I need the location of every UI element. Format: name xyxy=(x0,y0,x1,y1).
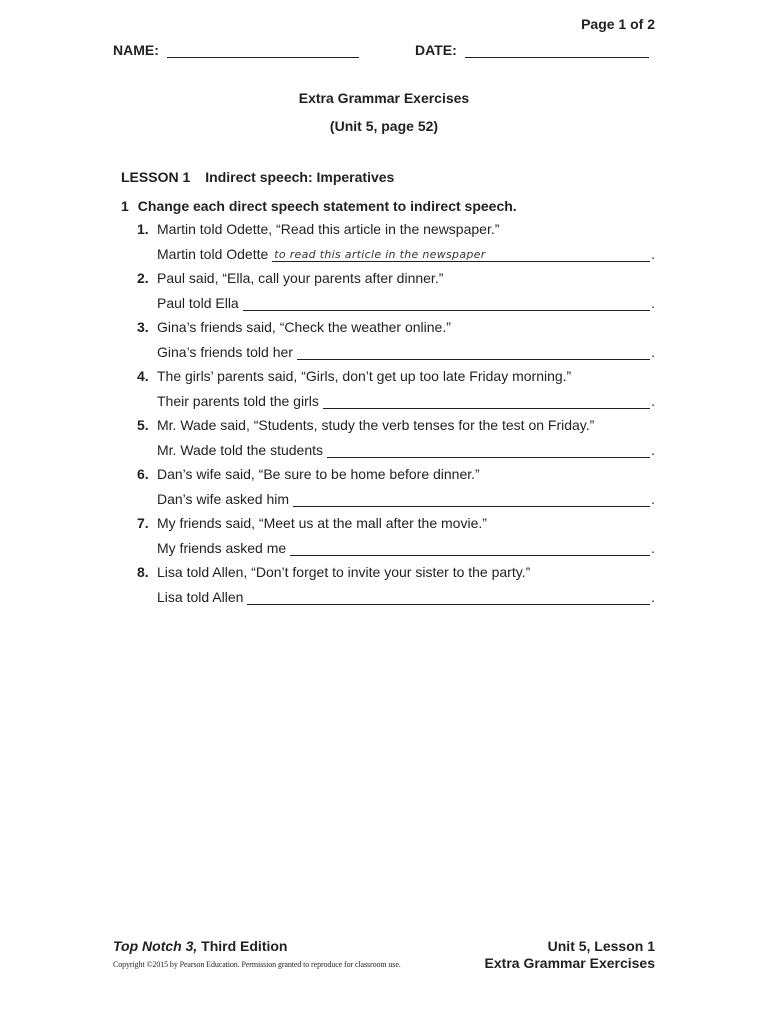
item-number: 8. xyxy=(137,564,149,580)
answer-blank[interactable] xyxy=(272,246,650,262)
item-answer-row xyxy=(157,393,655,409)
item-direct-speech: Mr. Wade said, “Students, study the verb tenses for the test on Friday.” xyxy=(157,417,595,433)
item-number: 2. xyxy=(137,270,149,286)
item-prompt xyxy=(137,368,571,384)
exercise-item xyxy=(0,221,768,270)
exercise-number: 1 xyxy=(121,198,129,214)
item-prompt xyxy=(137,319,451,335)
answer-blank[interactable] xyxy=(327,442,650,458)
item-number: 6. xyxy=(137,466,149,482)
item-answer-row xyxy=(157,295,655,311)
item-answer-row xyxy=(157,246,655,262)
item-direct-speech: Gina’s friends said, “Check the weather online.” xyxy=(157,319,451,335)
item-number: 3. xyxy=(137,319,149,335)
item-answer-stem: My friends asked me xyxy=(157,540,287,556)
book-title: Top Notch 3, xyxy=(113,938,198,954)
item-number: 7. xyxy=(137,515,149,531)
answer-blank[interactable] xyxy=(323,393,650,409)
book-edition: Third Edition xyxy=(197,938,288,954)
item-answer-row xyxy=(157,540,655,556)
worksheet-subtitle: (Unit 5, page 52) xyxy=(329,118,439,134)
item-answer-row xyxy=(157,344,655,360)
item-answer-row xyxy=(157,491,655,507)
page-number: Page 1 of 2 xyxy=(581,16,655,32)
copyright-notice: Copyright ©2015 by Pearson Education. Permission granted to reproduce for classroom use. xyxy=(113,960,401,969)
item-number: 4. xyxy=(137,368,149,384)
item-direct-speech: My friends said, “Meet us at the mall after the movie.” xyxy=(157,515,487,531)
item-period: . xyxy=(651,393,655,409)
item-period: . xyxy=(651,295,655,311)
name-field xyxy=(113,42,359,58)
worksheet-title: Extra Grammar Exercises xyxy=(298,90,470,106)
lesson-label: LESSON 1 xyxy=(121,169,191,185)
item-prompt xyxy=(137,417,594,433)
exercise-item xyxy=(0,515,768,564)
item-direct-speech: Lisa told Allen, “Don’t forget to invite your sister to the party.” xyxy=(157,564,531,580)
answer-blank[interactable] xyxy=(293,491,650,507)
item-answer-stem: Paul told Ella xyxy=(157,295,239,311)
item-period: . xyxy=(651,540,655,556)
date-field xyxy=(415,42,649,58)
item-direct-speech: Martin told Odette, “Read this article in the newspaper.” xyxy=(157,221,500,237)
section-label: Extra Grammar Exercises xyxy=(484,955,655,971)
exercise-item xyxy=(0,417,768,466)
item-prompt xyxy=(137,270,443,286)
instruction-text: Change each direct speech statement to indirect speech. xyxy=(137,198,517,214)
item-period: . xyxy=(651,589,655,605)
item-prompt xyxy=(137,466,480,482)
answer-blank[interactable] xyxy=(243,295,650,311)
name-label: NAME: xyxy=(113,42,159,58)
answer-blank[interactable] xyxy=(247,589,650,605)
item-prompt xyxy=(137,564,530,580)
item-direct-speech: The girls’ parents said, “Girls, don’t get up too late Friday morning.” xyxy=(157,368,572,384)
date-blank-line xyxy=(465,42,649,58)
answer-blank[interactable] xyxy=(297,344,650,360)
item-answer-stem: Martin told Odette xyxy=(157,246,269,262)
item-prompt xyxy=(137,515,487,531)
item-answer-stem: Dan’s wife asked him xyxy=(157,491,290,507)
exercise-item xyxy=(0,564,768,613)
answer-blank[interactable] xyxy=(290,540,650,556)
lesson-heading xyxy=(121,169,394,185)
item-period: . xyxy=(651,442,655,458)
item-period: . xyxy=(651,491,655,507)
book-credit xyxy=(113,938,287,954)
date-label: DATE: xyxy=(415,42,457,58)
exercise-instruction xyxy=(121,198,517,214)
item-answer-row xyxy=(157,442,655,458)
unit-lesson-label: Unit 5, Lesson 1 xyxy=(547,938,655,954)
name-blank-line xyxy=(167,42,359,58)
exercise-item xyxy=(0,368,768,417)
item-period: . xyxy=(651,344,655,360)
item-answer-stem: Gina’s friends told her xyxy=(157,344,293,360)
item-direct-speech: Dan’s wife said, “Be sure to be home before dinner.” xyxy=(157,466,480,482)
item-period: . xyxy=(651,246,655,262)
item-prompt xyxy=(137,221,499,237)
item-direct-speech: Paul said, “Ella, call your parents after dinner.” xyxy=(157,270,444,286)
item-number: 1. xyxy=(137,221,149,237)
item-answer-row xyxy=(157,589,655,605)
exercise-item xyxy=(0,466,768,515)
exercise-item xyxy=(0,270,768,319)
item-answer-stem: Mr. Wade told the students xyxy=(157,442,324,458)
item-answer-stem: Their parents told the girls xyxy=(157,393,319,409)
exercise-item xyxy=(0,319,768,368)
exercise-items xyxy=(0,221,768,613)
item-number: 5. xyxy=(137,417,149,433)
item-answer-stem: Lisa told Allen xyxy=(157,589,244,605)
handwritten-answer: to read this article in the newspaper xyxy=(274,248,486,261)
lesson-title: Indirect speech: Imperatives xyxy=(205,169,395,185)
